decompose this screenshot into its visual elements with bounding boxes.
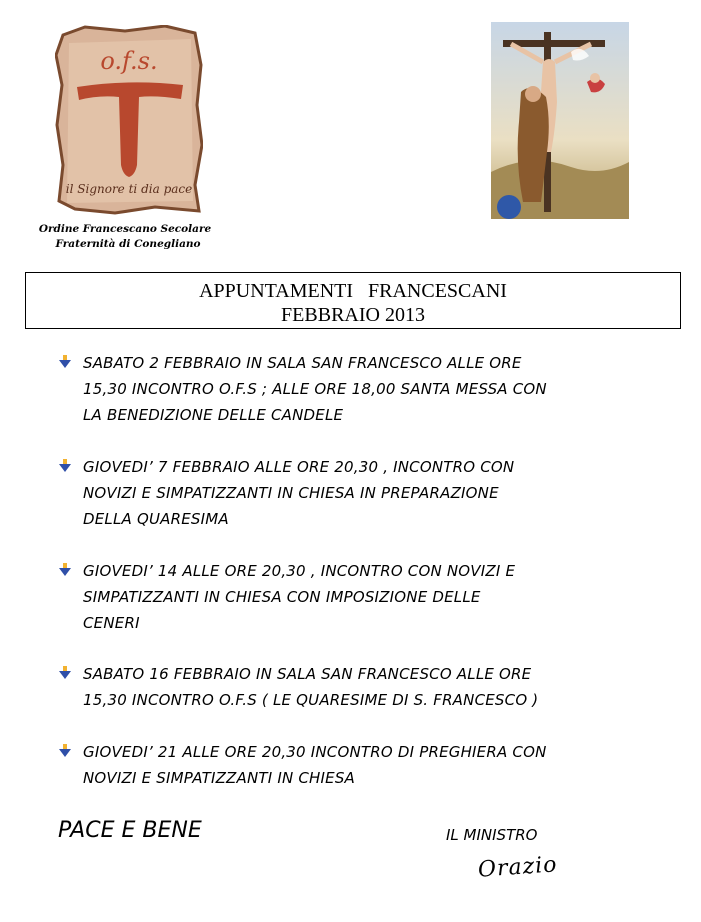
organization-name <box>20 222 230 252</box>
org-line-2: Fraternità di Conegliano <box>55 238 201 250</box>
event-line: NOVIZI E SIMPATIZZANTI IN CHIESA <box>83 769 356 787</box>
event-line: CENERI <box>83 614 140 632</box>
event-line: SIMPATIZZANTI IN CHIESA CON IMPOSIZIONE DELLE <box>83 588 481 606</box>
ofs-logo <box>55 25 203 215</box>
arrow-bullet-icon <box>58 355 72 369</box>
event-line: NOVIZI E SIMPATIZZANTI IN CHIESA IN PREPARAZIONE <box>83 484 499 502</box>
event-item <box>58 350 678 428</box>
event-line: LA BENEDIZIONE DELLE CANDELE <box>83 406 344 424</box>
org-line-1: Ordine Francescano Secolare <box>38 223 212 235</box>
arrow-bullet-icon <box>58 563 72 577</box>
arrow-bullet-icon <box>58 459 72 473</box>
event-line: GIOVEDI’ 7 FEBBRAIO ALLE ORE 20,30 , INCONTRO CON <box>83 458 515 476</box>
event-list <box>58 350 678 791</box>
event-line: 15,30 INCONTRO O.F.S ; ALLE ORE 18,00 SANTA MESSA CON <box>83 380 547 398</box>
event-item <box>58 661 678 713</box>
logo-text-top: o.f.s. <box>100 47 158 75</box>
minister-title: IL MINISTRO <box>446 826 538 844</box>
title-box <box>25 272 681 329</box>
event-line: SABATO 16 FEBBRAIO IN SALA SAN FRANCESCO ALLE ORE <box>83 665 532 683</box>
arrow-bullet-icon <box>58 666 72 680</box>
event-item <box>58 558 678 636</box>
saint-francis-crucifix-painting <box>491 22 629 219</box>
event-line: DELLA QUARESIMA <box>83 510 229 528</box>
event-item <box>58 739 678 791</box>
event-line: 15,30 INCONTRO O.F.S ( LE QUARESIME DI S. FRANCESCO ) <box>83 691 539 709</box>
event-line: SABATO 2 FEBBRAIO IN SALA SAN FRANCESCO ALLE ORE <box>83 354 522 372</box>
greeting: PACE E BENE <box>58 818 202 843</box>
logo-text-bottom: il Signore ti dia pace <box>65 182 193 196</box>
arrow-bullet-icon <box>58 744 72 758</box>
title-line-1: APPUNTAMENTI FRANCESCANI <box>199 280 507 302</box>
signature: Orazio <box>477 852 559 883</box>
event-line: GIOVEDI’ 21 ALLE ORE 20,30 INCONTRO DI PREGHIERA CON <box>83 743 547 761</box>
event-line: GIOVEDI’ 14 ALLE ORE 20,30 , INCONTRO CON NOVIZI E <box>83 562 516 580</box>
event-item <box>58 454 678 532</box>
title-line-2: FEBBRAIO 2013 <box>281 304 425 326</box>
